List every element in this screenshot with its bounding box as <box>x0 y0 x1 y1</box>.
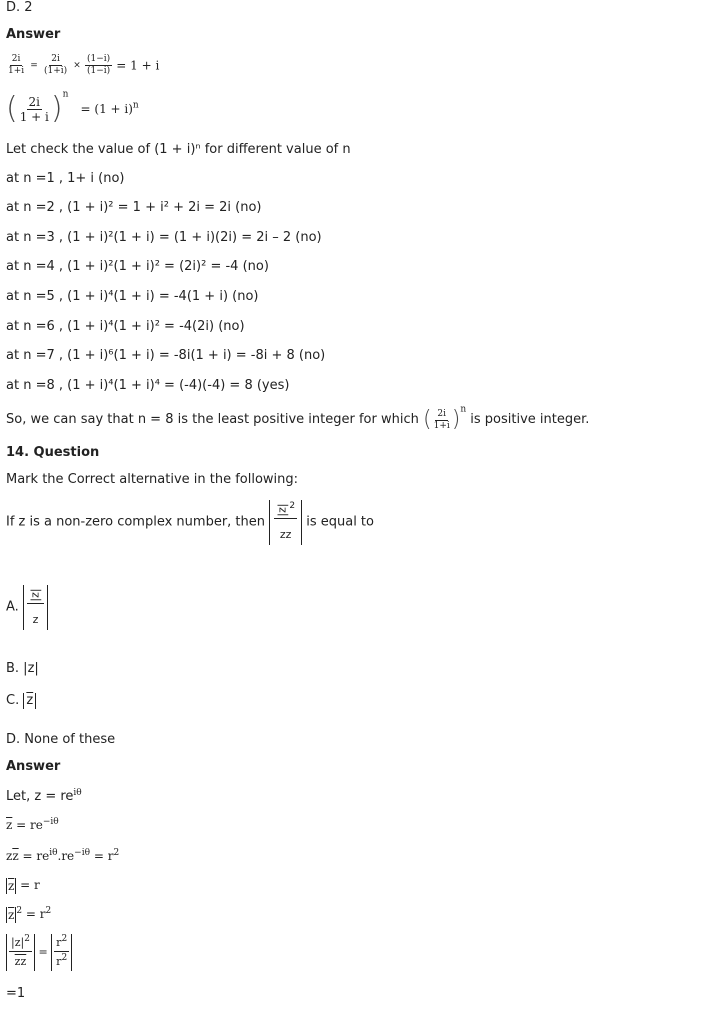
option-a-expression <box>23 585 48 630</box>
solution-line-4 <box>6 877 40 894</box>
conclusion-line: So, we can say that n = 8 is the least positive integer for which ( $\frac{2i}{1+i}$ )$^n$ is positive integer. <box>6 404 590 432</box>
sol-l6-right <box>51 934 72 971</box>
eq1-frac2-den: (1+i) <box>43 66 68 76</box>
sol-l3-exp2: −iθ <box>74 848 90 858</box>
question-14-title: 14. Question <box>6 445 100 460</box>
option-c <box>6 693 36 710</box>
sol-l1-exp: iθ <box>73 788 82 798</box>
eq1-frac3-num: (1−i) <box>86 54 111 64</box>
step-6: at n =6 , (1 + i)⁴(1 + i)² = -4(2i) (no) <box>6 319 245 334</box>
solution-line-2 <box>6 817 59 833</box>
sol-l2-lhs: $\overline{z}$ <box>6 818 13 832</box>
stem-denominator <box>280 519 292 543</box>
step-4: at n =4 , (1 + i)²(1 + i)² = (2i)² = -4 (no) <box>6 259 269 274</box>
solution-line-1 <box>6 789 82 805</box>
eq2-rhs-exp: n <box>132 100 139 111</box>
option-a-den: z <box>32 613 39 626</box>
eq2-rhs: = (1 + i) <box>80 102 133 116</box>
eq1-frac1-num: 2i <box>11 54 21 64</box>
sol-l6-rnum-exp: 2 <box>61 934 68 944</box>
step-8: at n =8 , (1 + i)⁴(1 + i)⁴ = (-4)(-4) = 8 (yes) <box>6 378 290 393</box>
sol-l5-exp: 2 <box>16 906 23 916</box>
question-14-stem <box>6 500 374 545</box>
option-c-value: $\overline{z}$ <box>26 693 34 708</box>
sol-l4-rhs: = r <box>20 878 40 892</box>
sol-l1-text: Let, z = re <box>6 789 74 804</box>
solution-line-6 <box>6 934 72 971</box>
sol-l6-eq: = <box>38 945 48 959</box>
step-1: at n =1 , 1+ i (no) <box>6 171 125 186</box>
sol-l4-lhs: $\overline{z}$ <box>8 878 15 893</box>
solution-line-5 <box>6 906 51 923</box>
eq1-frac1-den: 1+i <box>8 66 25 76</box>
stem-after: is equal to <box>306 514 374 530</box>
stem-numerator-exp: 2 <box>289 501 296 511</box>
eq1-result: = 1 + i <box>116 58 160 73</box>
sol-l2-rhs: = re <box>16 818 43 832</box>
option-d: D. None of these <box>6 732 116 747</box>
sol-l6-lden: zz <box>14 955 27 968</box>
solution-line-3 <box>6 848 119 864</box>
eq1-equals: = <box>30 60 38 71</box>
eq2-num: 2i <box>28 94 41 109</box>
stem-abs-expression <box>269 500 302 545</box>
equation-2: ( $\frac{2i}{1 + i}$ )$^n = (1 + i)^n$ <box>6 89 139 126</box>
conclusion-before: So, we can say that n = 8 is the least positive integer for which <box>6 412 419 427</box>
step-5: at n =5 , (1 + i)⁴(1 + i) = -4(1 + i) (no) <box>6 289 259 304</box>
answer-heading-1: Answer <box>6 27 61 42</box>
sol-l5-rhs-exp: 2 <box>45 906 52 916</box>
sol-l3-lhs-b: $\overline{z}$ <box>12 849 19 863</box>
sol-l3-mid: = re <box>22 849 50 863</box>
sol-l3-exp3: 2 <box>113 848 120 858</box>
sol-l2-exp: −iθ <box>42 817 59 827</box>
answer-heading-2: Answer <box>6 759 61 774</box>
sol-l6-left <box>6 934 35 971</box>
question-14-prompt: Mark the Correct alternative in the following: <box>6 472 299 487</box>
eq1-frac3-den: (1−i) <box>86 66 111 76</box>
step-2: at n =2 , (1 + i)² = 1 + i² + 2i = 2i (no) <box>6 200 262 215</box>
sol-l3-lhs-a: z <box>6 849 13 863</box>
solution-line-7: =1 <box>6 986 26 1001</box>
eq1-frac2-num: 2i <box>51 54 60 64</box>
sol-l6-lnum: |z| <box>11 936 25 949</box>
conclusion-after: is positive integer. <box>470 412 590 427</box>
check-line: Let check the value of (1 + i)ⁿ for different value of n <box>6 142 351 157</box>
conclusion-den: 1+i <box>433 420 450 431</box>
sol-l3-exp1: iθ <box>49 848 58 858</box>
stem-before: If z is a non-zero complex number, then <box>6 514 266 530</box>
option-b: B. |z| <box>6 661 39 676</box>
option-a <box>6 585 48 630</box>
step-7: at n =7 , (1 + i)⁶(1 + i) = -8i(1 + i) = -8i + 8 (no) <box>6 348 326 363</box>
sol-l6-rden: r <box>56 955 62 968</box>
stem-den-text: zz <box>279 528 292 541</box>
sol-l5-lhs: $\overline{z}$ <box>8 907 15 922</box>
option-a-num: |z| <box>28 588 42 602</box>
eq2-exp: n <box>62 89 69 100</box>
eq1-times: × <box>73 60 81 71</box>
option-c-label: C. <box>6 693 20 708</box>
sol-l6-rden-exp: 2 <box>61 953 68 963</box>
sol-l6-lnum-exp: 2 <box>24 934 30 944</box>
sol-l3-rhs: = r <box>93 849 114 863</box>
equation-1 <box>6 54 159 77</box>
option-a-label: A. <box>6 599 19 615</box>
sol-l6-rnum: r <box>56 936 62 949</box>
step-3: at n =3 , (1 + i)²(1 + i) = (1 + i)(2i) = 2i – 2 (no) <box>6 230 322 245</box>
stem-numerator: |z| <box>275 503 289 517</box>
sol-l5-rhs: = r <box>25 907 46 921</box>
conclusion-exp: n <box>460 404 467 415</box>
eq2-den: 1 + i <box>19 109 49 124</box>
option-d-prev: D. 2 <box>6 0 33 15</box>
sol-l3-mid2: .re <box>57 849 75 863</box>
conclusion-num: 2i <box>437 408 446 419</box>
